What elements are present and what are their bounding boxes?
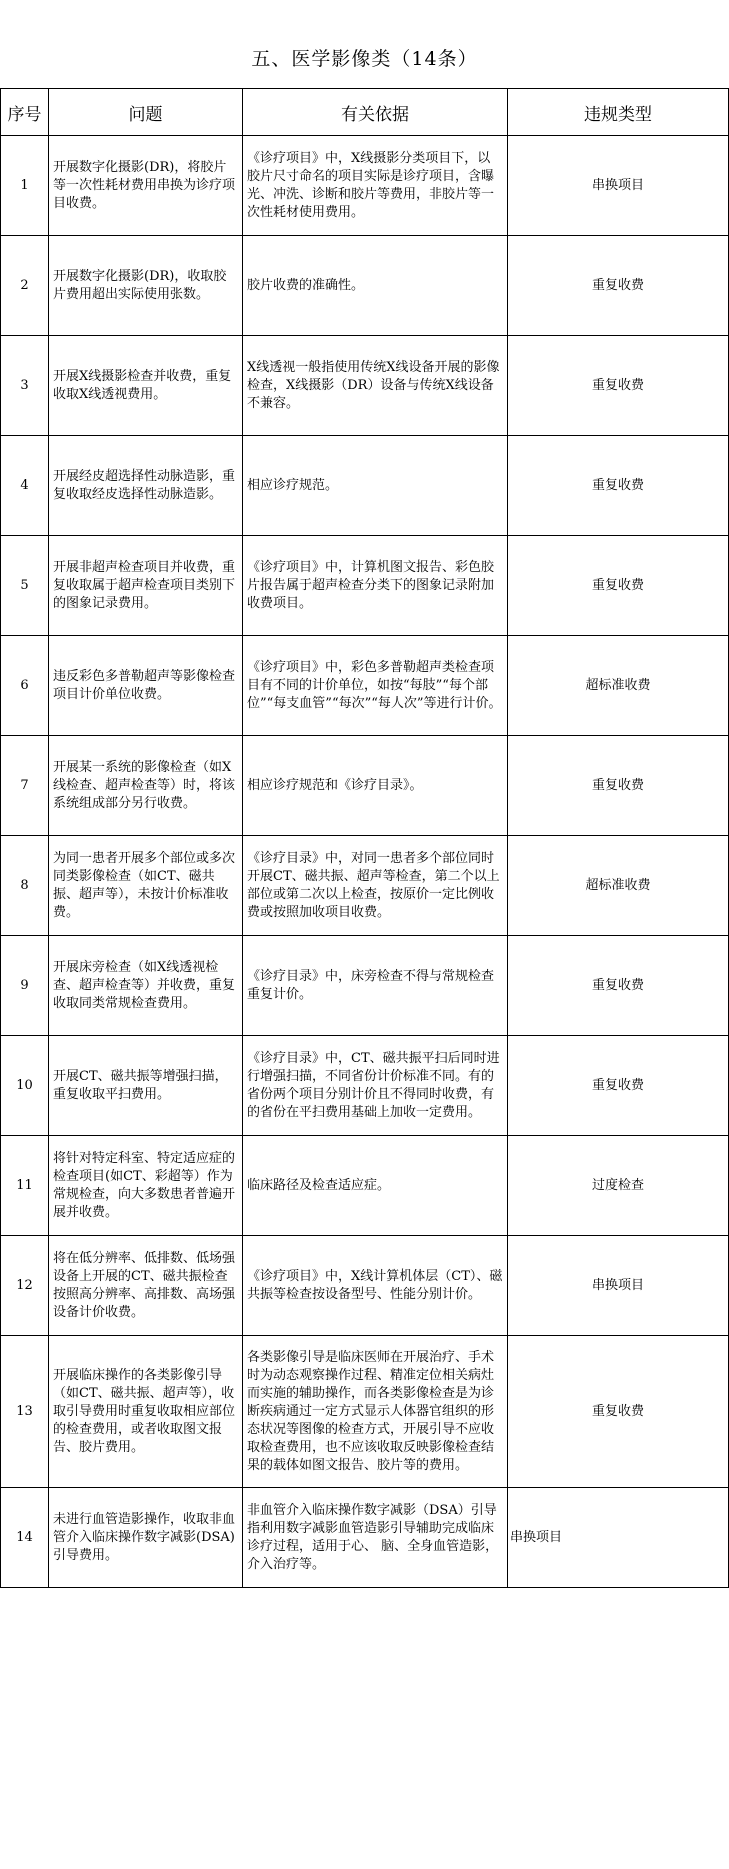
table-row [1,936,729,1036]
header-basis: 有关依据 [243,89,508,136]
row-type: 重复收费 [508,936,729,1036]
row-basis: 《诊疗目录》中，对同一患者多个部位同时开展CT、磁共振、超声等检查，第二个以上部位或第二次以上检查，按原价一定比例收费或按照加收项目收费。 [243,836,508,936]
row-type: 重复收费 [508,536,729,636]
row-type: 重复收费 [508,1336,729,1488]
row-basis: 相应诊疗规范和《诊疗目录》。 [243,736,508,836]
row-basis: 《诊疗项目》中，X线摄影分类项目下，以胶片尺寸命名的项目实际是诊疗项目，含曝光、冲洗、诊断和胶片等费用，非胶片等一次性耗材使用费用。 [243,136,508,236]
row-issue: 将针对特定科室、特定适应症的检查项目(如CT、彩超等）作为常规检查，向大多数患者普遍开展并收费。 [49,1136,243,1236]
table-row [1,736,729,836]
table-row [1,1488,729,1588]
row-issue: 为同一患者开展多个部位或多次同类影像检查（如CT、磁共振、超声等），未按计价标准收费。 [49,836,243,936]
row-type: 重复收费 [508,236,729,336]
row-no: 6 [1,636,49,736]
table-row [1,236,729,336]
table-header-row [1,89,729,136]
table-row [1,1136,729,1236]
row-basis: 《诊疗项目》中，计算机图文报告、彩色胶片报告属于超声检查分类下的图象记录附加收费项目。 [243,536,508,636]
table-row [1,1336,729,1488]
row-no: 7 [1,736,49,836]
row-type: 串换项目 [508,1236,729,1336]
row-issue: 开展数字化摄影(DR)，将胶片等一次性耗材费用串换为诊疗项目收费。 [49,136,243,236]
table-row [1,836,729,936]
row-type: 过度检查 [508,1136,729,1236]
row-no: 4 [1,436,49,536]
row-no: 14 [1,1488,49,1588]
row-basis: 《诊疗项目》中，X线计算机体层（CT）、磁共振等检查按设备型号、性能分别计价。 [243,1236,508,1336]
row-issue: 开展经皮超选择性动脉造影，重复收取经皮选择性动脉造影。 [49,436,243,536]
row-basis: 临床路径及检查适应症。 [243,1136,508,1236]
row-type: 重复收费 [508,436,729,536]
row-no: 5 [1,536,49,636]
row-issue: 开展临床操作的各类影像引导（如CT、磁共振、超声等），收取引导费用时重复收取相应部位的检查费用，或者收取图文报告、胶片费用。 [49,1336,243,1488]
row-issue: 开展某一系统的影像检查（如X线检查、超声检查等）时，将该系统组成部分另行收费。 [49,736,243,836]
rules-table [0,88,729,1588]
row-issue: 违反彩色多普勒超声等影像检查项目计价单位收费。 [49,636,243,736]
row-basis: 《诊疗目录》中，床旁检查不得与常规检查重复计价。 [243,936,508,1036]
row-type: 超标准收费 [508,636,729,736]
row-issue: 将在低分辨率、低排数、低场强设备上开展的CT、磁共振检查按照高分辨率、高排数、高场强设备计价收费。 [49,1236,243,1336]
row-type: 重复收费 [508,736,729,836]
row-basis: 各类影像引导是临床医师在开展治疗、手术时为动态观察操作过程、精准定位相关病灶而实施的辅助操作，而各类影像检查是为诊断疾病通过一定方式显示人体器官组织的形态状况等图像的检查方式，开展引导不应收取检查费用，也不应该收取反映影像检查结果的载体如图文报告、胶片等的费用。 [243,1336,508,1488]
row-no: 3 [1,336,49,436]
row-basis: 《诊疗目录》中，CT、磁共振平扫后同时进行增强扫描，不同省份计价标准不同。有的省份两个项目分别计价且不得同时收费，有的省份在平扫费用基础上加收一定费用。 [243,1036,508,1136]
row-basis: 胶片收费的准确性。 [243,236,508,336]
row-no: 8 [1,836,49,936]
row-type: 重复收费 [508,1036,729,1136]
page-title: 五、医学影像类（14条） [251,48,478,70]
row-no: 11 [1,1136,49,1236]
row-no: 2 [1,236,49,336]
table-row [1,136,729,236]
table-row [1,536,729,636]
row-no: 10 [1,1036,49,1136]
row-issue: 开展数字化摄影(DR)，收取胶片费用超出实际使用张数。 [49,236,243,336]
row-type: 串换项目 [508,1488,729,1588]
row-type: 重复收费 [508,336,729,436]
row-issue: 开展床旁检查（如X线透视检查、超声检查等）并收费，重复收取同类常规检查费用。 [49,936,243,1036]
row-no: 9 [1,936,49,1036]
row-basis: X线透视一般指使用传统X线设备开展的影像检查，X线摄影（DR）设备与传统X线设备不兼容。 [243,336,508,436]
row-issue: 开展X线摄影检查并收费，重复收取X线透视费用。 [49,336,243,436]
table-row [1,1236,729,1336]
row-basis: 非血管介入临床操作数字减影（DSA）引导指利用数字减影血管造影引导辅助完成临床诊疗过程，适用于心、 脑、全身血管造影，介入治疗等。 [243,1488,508,1588]
table-row [1,436,729,536]
header-type: 违规类型 [508,89,729,136]
row-basis: 《诊疗项目》中，彩色多普勒超声类检查项目有不同的计价单位，如按“每肢”“每个部位”“每支血管”“每次”“每人次”等进行计价。 [243,636,508,736]
table-row [1,336,729,436]
row-no: 12 [1,1236,49,1336]
row-issue: 开展CT、磁共振等增强扫描，重复收取平扫费用。 [49,1036,243,1136]
header-issue: 问题 [49,89,243,136]
row-issue: 未进行血管造影操作，收取非血管介入临床操作数字减影(DSA)引导费用。 [49,1488,243,1588]
table-row [1,1036,729,1136]
row-no: 13 [1,1336,49,1488]
row-type: 串换项目 [508,136,729,236]
header-no: 序号 [1,89,49,136]
row-type: 超标准收费 [508,836,729,936]
table-row [1,636,729,736]
row-basis: 相应诊疗规范。 [243,436,508,536]
row-issue: 开展非超声检查项目并收费，重复收取属于超声检查项目类别下的图象记录费用。 [49,536,243,636]
row-no: 1 [1,136,49,236]
